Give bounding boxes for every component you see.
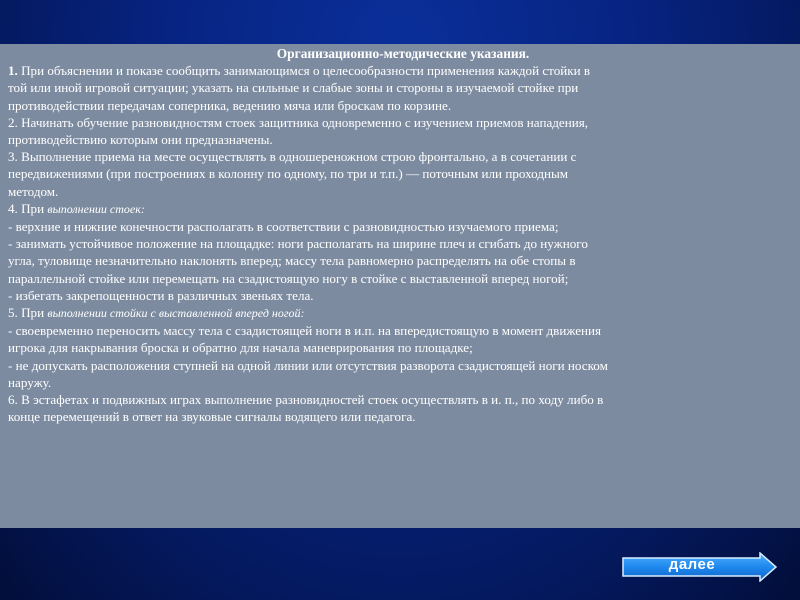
paragraph-1-line-3: противодействии передачам соперника, ведению мяча или броскам по корзине.	[8, 97, 452, 113]
paragraph-4-line-5: - избегать закрепощенности в различных звеньях тела.	[8, 287, 314, 303]
next-button[interactable]	[622, 552, 778, 582]
instructions-text	[8, 45, 798, 425]
paragraph-5-line-3: - не допускать расположения ступней на одной линии или отсутствия разворота сзадистоящей ноги носком	[8, 357, 608, 373]
paragraph-1-number: 1.	[8, 63, 18, 79]
paragraph-4-line-3: угла, туловище незначительно наклонять вперед; массу тела равномерно распределять на обе стопы в	[8, 253, 576, 269]
paragraph-1-line-2: той или иной игровой ситуации; указать на сильные и слабые зоны и стороны в изучаемой стойке при	[8, 80, 579, 96]
paragraph-2-line-2: противодействию которым они предназначены.	[8, 132, 273, 148]
paragraph-4-line-4: параллельной стойке или перемещать на сзадистоящую ногу в стойке с выставленной вперед ногой;	[8, 270, 569, 286]
paragraph-5-prefix: 5. При	[8, 305, 48, 321]
paragraph-4-line-2: - занимать устойчивое положение на площадке: ноги располагать на ширине плеч и сгибать до нужного	[8, 236, 588, 252]
paragraph-2-line-1: 2. Начинать обучение разновидностям стоек защитника одновременно с изучением приемов нападения,	[8, 114, 589, 130]
paragraph-6-line-2: конце перемещений в ответ на звуковые сигналы водящего или педагога.	[8, 409, 416, 425]
paragraph-5-line-4: наружу.	[8, 374, 52, 390]
paragraph-3-line-2: передвижениями (при построениях в колонну по одному, по три и т.п.) — поточным или проходным	[8, 166, 569, 182]
paragraph-4-line-1: - верхние и нижние конечности располагать в соответствии с разновидностью изучаемого приема;	[8, 219, 559, 235]
paragraph-3-line-1: 3. Выполнение приема на месте осуществлять в одношереножном строю фронтально, а в сочетании с	[8, 149, 577, 165]
paragraph-1-line-1	[8, 62, 798, 79]
paragraph-5-italic: выполнении стойки с выставленной вперед ногой:	[47, 306, 305, 321]
paragraph-1-text: При объяснении и показе сообщить занимающимся о целесообразности применения каждой стойки в	[17, 63, 591, 79]
paragraph-4-prefix: 4. При	[8, 200, 48, 216]
paragraph-5-heading	[8, 304, 798, 322]
paragraph-5-line-1: - своевременно переносить массу тела с сзадистоящей ноги в и.п. на впередистоящую в момент движения	[8, 323, 602, 339]
paragraph-4-heading	[8, 200, 798, 218]
paragraph-6-line-1: 6. В эстафетах и подвижных играх выполнение разновидностей стоек осуществлять в и. п., по ходу либо в	[8, 392, 604, 408]
page-title: Организационно-методические указания.	[276, 46, 530, 61]
paragraph-3-line-3: методом.	[8, 183, 59, 199]
next-button-label: далее	[668, 556, 716, 573]
paragraph-4-italic: выполнении стоек:	[47, 201, 145, 216]
paragraph-5-line-2: игрока для накрывания броска и обратно для начала маневрирования по площадке;	[8, 340, 473, 356]
